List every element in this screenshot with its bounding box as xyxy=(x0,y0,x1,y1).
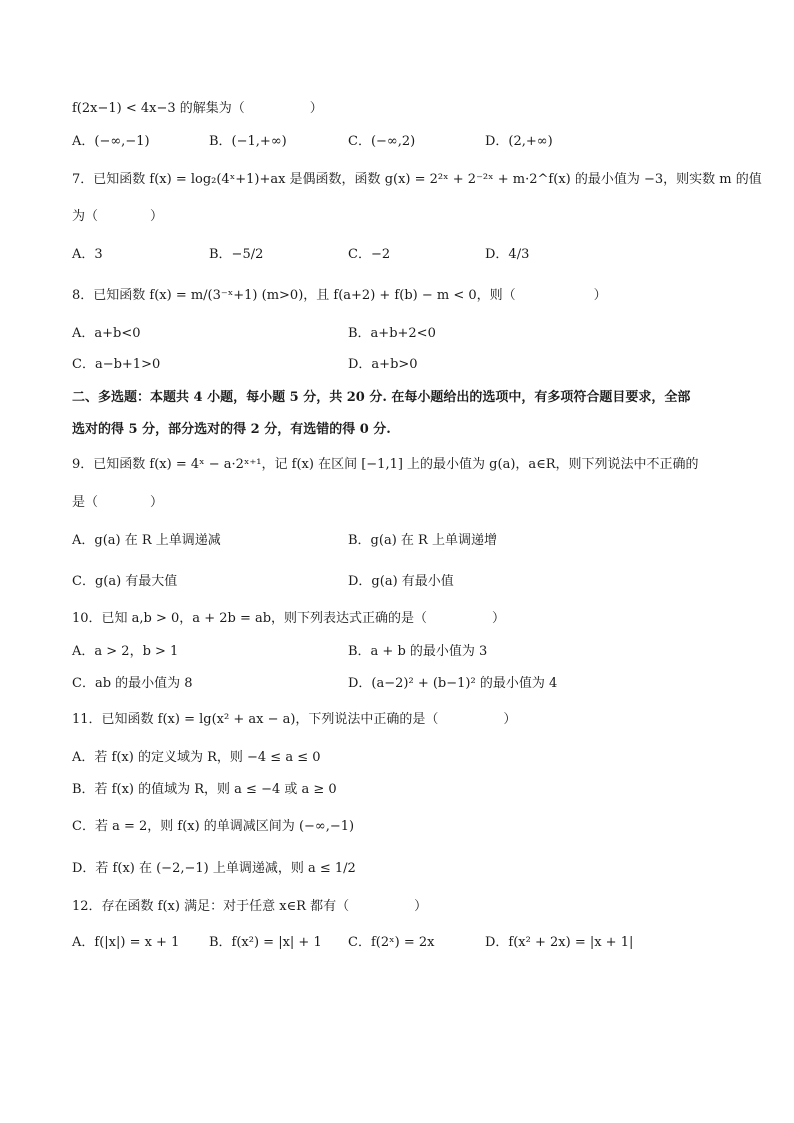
q9-options-row1 xyxy=(72,532,732,554)
q8-option-a: A．a+b<0 xyxy=(72,326,141,341)
q10-options-row1 xyxy=(72,643,732,665)
q9-stem-line1: 9．已知函数 f(x) = 4ˣ − a·2ˣ⁺¹，记 f(x) 在区间 [−1,1] 上的最小值为 g(a)，a∈R，则下列说法中不正确的 xyxy=(72,457,699,472)
q11-option-a: A．若 f(x) 的定义域为 R，则 −4 ≤ a ≤ 0 xyxy=(72,750,321,765)
q7-stem-line1: 7．已知函数 f(x) = log₂(4ˣ+1)+ax 是偶函数，函数 g(x) = 2²ˣ + 2⁻²ˣ + m·2^f(x) 的最小值为 −3，则实数 m 的值 xyxy=(72,172,762,187)
q10-options-row2 xyxy=(72,675,732,697)
q10-option-c: C．ab 的最小值为 8 xyxy=(72,676,193,691)
q9-option-d: D．g(a) 有最小值 xyxy=(348,574,454,589)
q9-stem-line2: 是（ ） xyxy=(72,495,164,510)
q6-option-c: C．(−∞,2) xyxy=(348,134,416,149)
q10-option-b: B．a + b 的最小值为 3 xyxy=(348,644,488,659)
q7-options xyxy=(72,246,732,268)
q12-option-a: A．f(|x|) = x + 1 xyxy=(72,935,180,950)
q10-option-a: A．a > 2，b > 1 xyxy=(72,644,179,659)
q10-option-d: D．(a−2)² + (b−1)² 的最小值为 4 xyxy=(348,676,558,691)
q11-option-b: B．若 f(x) 的值域为 R，则 a ≤ −4 或 a ≥ 0 xyxy=(72,782,337,797)
q8-stem: 8．已知函数 f(x) = m/(3⁻ˣ+1) (m>0)，且 f(a+2) + f(b) − m < 0，则（ ） xyxy=(72,288,607,303)
q8-option-b: B．a+b+2<0 xyxy=(348,326,436,341)
q6-option-d: D．(2,+∞) xyxy=(485,134,553,149)
q8-options-row1 xyxy=(72,325,732,347)
q6-option-b: B．(−1,+∞) xyxy=(209,134,287,149)
q12-option-b: B．f(x²) = |x| + 1 xyxy=(209,935,322,950)
q12-stem: 12．存在函数 f(x) 满足：对于任意 x∈R 都有（ ） xyxy=(72,899,428,914)
q9-option-c: C．g(a) 有最大值 xyxy=(72,574,178,589)
q8-options-row2 xyxy=(72,356,732,378)
q12-option-c: C．f(2ˣ) = 2x xyxy=(348,935,435,950)
q7-option-c: C．−2 xyxy=(348,247,391,262)
q9-options-row2 xyxy=(72,573,732,595)
q10-stem: 10．已知 a,b > 0，a + 2b = ab，则下列表达式正确的是（ ） xyxy=(72,611,506,626)
section2-heading-line1: 二、多选题：本题共 4 小题，每小题 5 分，共 20 分. 在每小题给出的选项中，有多项符合题目要求，全部 xyxy=(72,390,691,405)
q11-option-c: C．若 a = 2，则 f(x) 的单调减区间为 (−∞,−1) xyxy=(72,819,355,834)
q8-option-c: C．a−b+1>0 xyxy=(72,357,161,372)
q7-option-a: A．3 xyxy=(72,247,103,262)
q6-stem: f(2x−1) < 4x−3 的解集为（ ） xyxy=(72,101,323,116)
q11-option-d: D．若 f(x) 在 (−2,−1) 上单调递减，则 a ≤ 1/2 xyxy=(72,861,356,876)
q9-option-b: B．g(a) 在 R 上单调递增 xyxy=(348,533,497,548)
q9-option-a: A．g(a) 在 R 上单调递减 xyxy=(72,533,221,548)
q8-option-d: D．a+b>0 xyxy=(348,357,418,372)
q11-stem: 11．已知函数 f(x) = lg(x² + ax − a)，下列说法中正确的是（ ） xyxy=(72,712,517,727)
q12-option-d: D．f(x² + 2x) = |x + 1| xyxy=(485,935,634,950)
q7-option-b: B．−5/2 xyxy=(209,247,264,262)
q7-stem-line2: 为（ ） xyxy=(72,209,164,224)
q12-options xyxy=(72,934,732,956)
q6-option-a: A．(−∞,−1) xyxy=(72,134,150,149)
q7-option-d: D．4/3 xyxy=(485,247,530,262)
q6-options xyxy=(72,133,732,155)
section2-heading-line2: 选对的得 5 分，部分选对的得 2 分，有选错的得 0 分. xyxy=(72,422,391,437)
